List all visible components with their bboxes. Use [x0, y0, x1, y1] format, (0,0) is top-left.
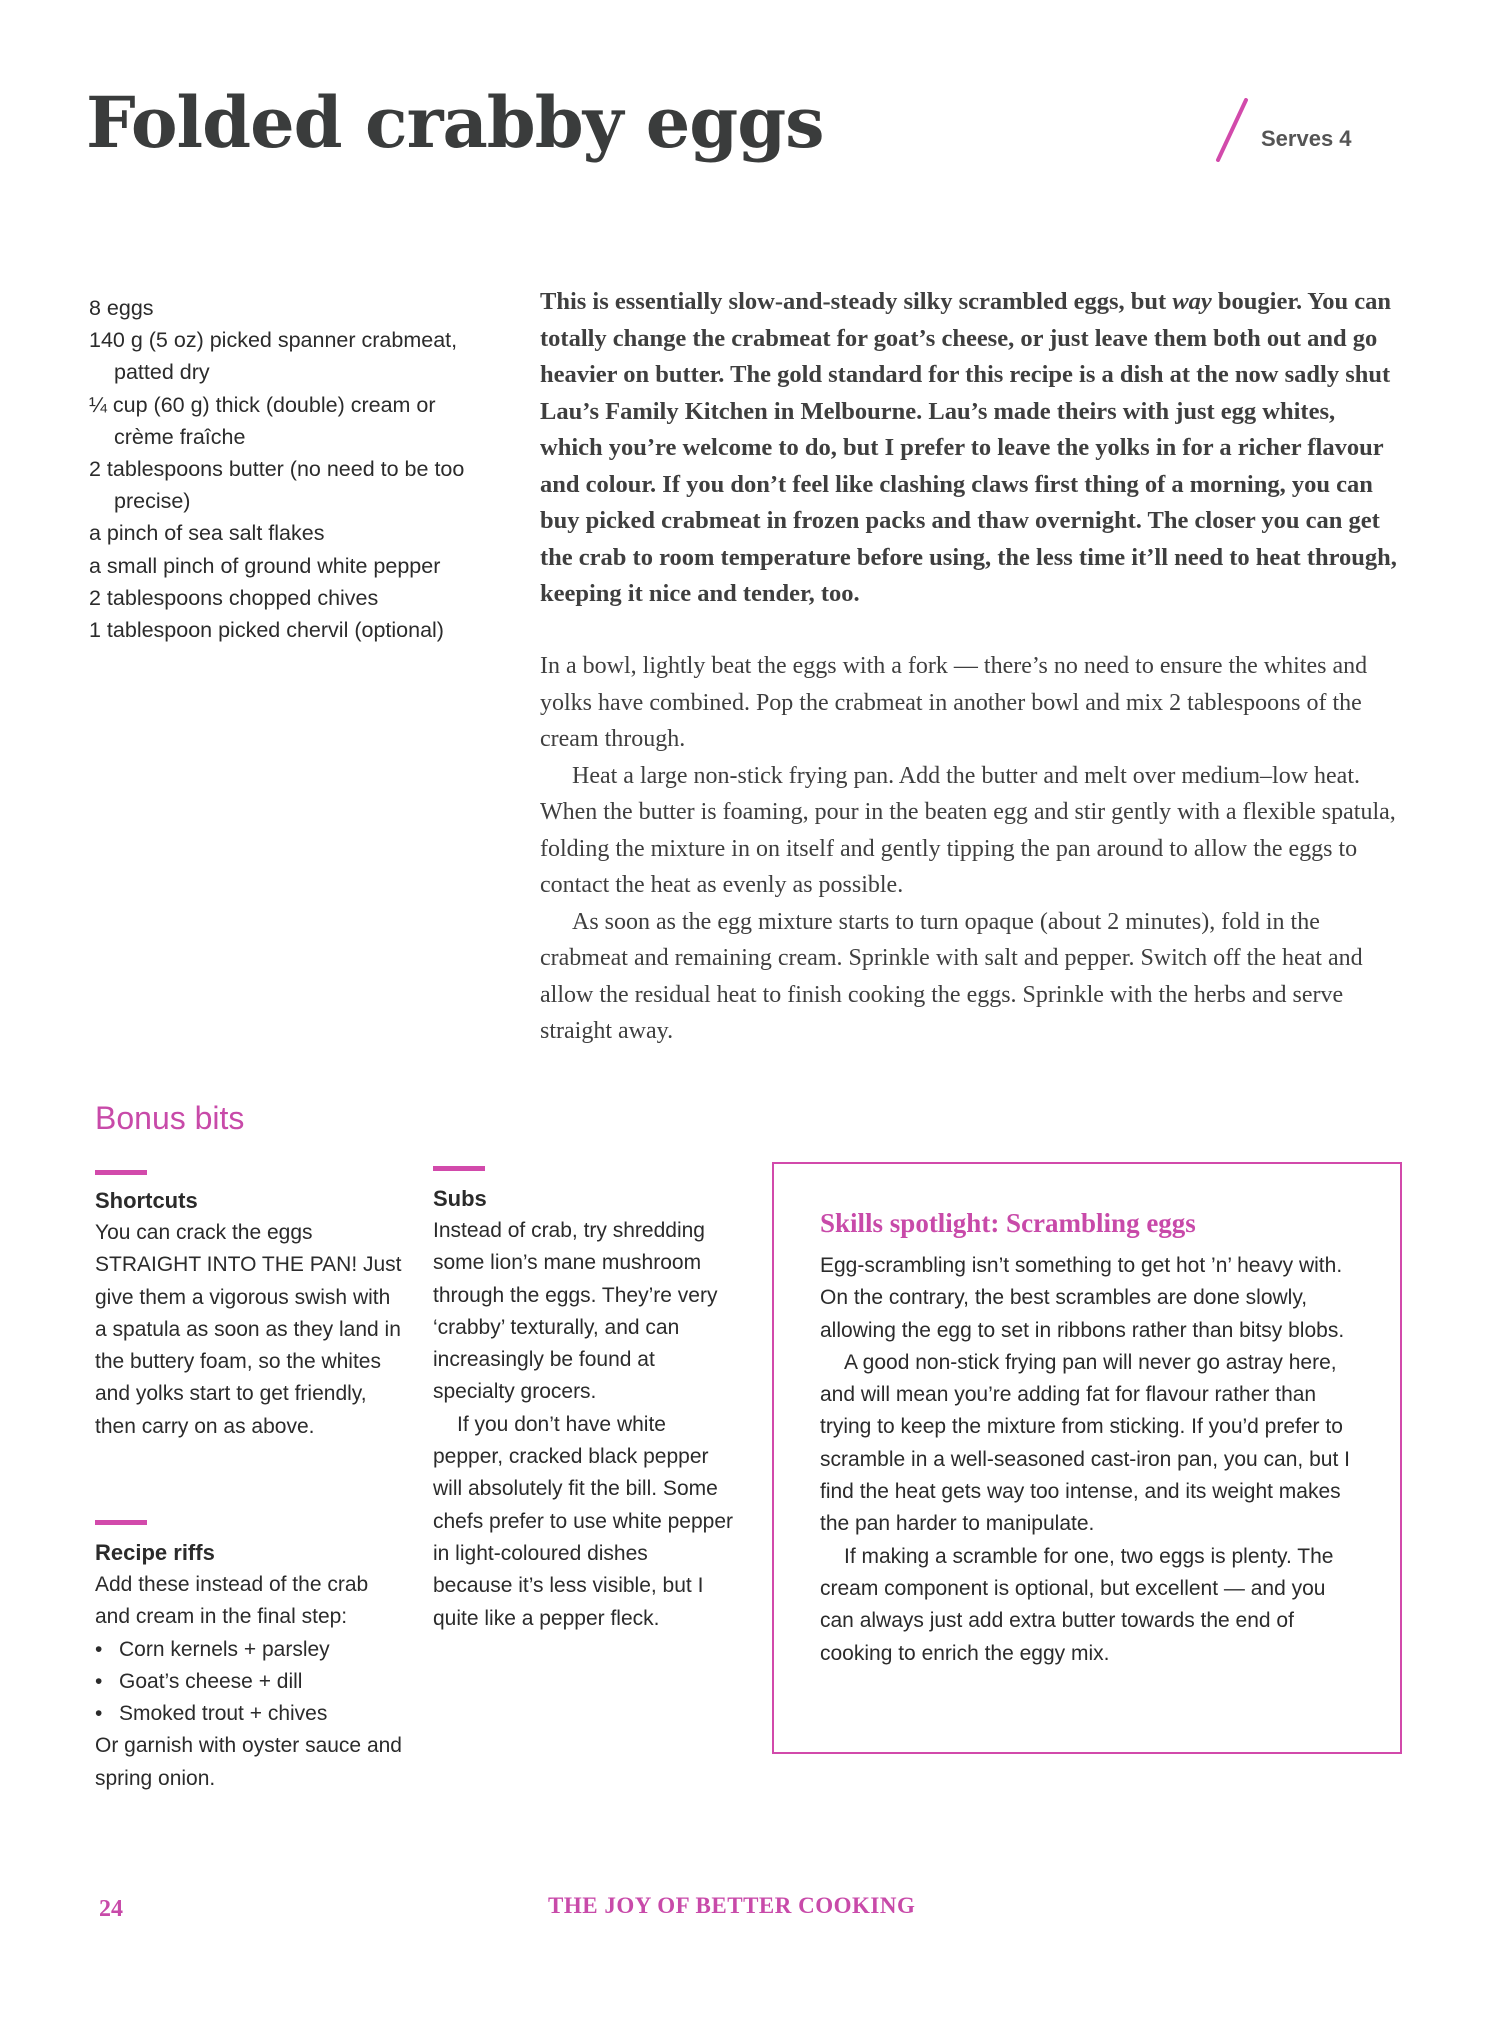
method-step: As soon as the egg mixture starts to turn opaque (about 2 minutes), fold in the crabmeat and remaining cream. Sprinkle with salt and pepper. Switch off the heat and allow the residual heat to finish cooking the eggs. Sprinkle with the herbs and serve straight away.: [540, 908, 1363, 1044]
bonus-bits-heading: Bonus bits: [95, 1100, 245, 1136]
method-step: In a bowl, lightly beat the eggs with a fork — there’s no need to ensure the whites and yolks have combined. Pop the crabmeat in another bowl and mix 2 tablespoons of the cream through.: [540, 653, 1368, 752]
ingredient-item: 8 eggs: [89, 296, 154, 320]
recipe-riffs-section: [95, 1537, 405, 1795]
method-step: Heat a large non-stick frying pan. Add the butter and melt over medium–low heat. When the butter is foaming, pour in the beaten egg and stir gently with a flexible spatula, folding the mixture in on itself and gently tipping the pan around to allow the eggs to contact the heat as evenly as possible.: [540, 762, 1396, 898]
ingredient-item: a small pinch of ground white pepper: [89, 553, 441, 578]
subs-paragraph: If you don’t have white pepper, cracked black pepper will absolutely fit the bill. Some chefs prefer to use white pepper in light-coloured dishes because it’s less visible, but I quite like a pepper fleck.: [433, 1412, 734, 1630]
recipe-riffs-list: [95, 1634, 405, 1731]
ingredient-item: 140 g (5 oz) picked spanner crabmeat, patted dry: [89, 328, 458, 385]
skills-spotlight-title: Skills spotlight: Scrambling eggs: [820, 1208, 1196, 1238]
subs-heading: Subs: [433, 1186, 487, 1211]
skills-spotlight-text: [820, 1250, 1360, 1670]
book-title-footer: THE JOY OF BETTER COOKING: [548, 1893, 916, 1918]
recipe-title: Folded crabby eggs: [86, 81, 824, 164]
shortcuts-text: You can crack the eggs STRAIGHT INTO THE PAN! Just give them a vigorous swish with a spatula as soon as they land in the buttery foam, so the whites and yolks start to get friendly, then carry on as above.: [95, 1221, 402, 1438]
intro-text-end: bougier. You can totally change the crabmeat for goat’s cheese, or just leave them both out and go heavier on butter. The gold standard for this recipe is a dish at the now sadly shut Lau’s Family Kitchen in Melbourne. Lau’s made theirs with just egg whites, which you’re welcome to do, but I prefer to leave the yolks in for a richer flavour and colour. If you don’t feel like clashing claws first thing of a morning, you can buy picked crabmeat in frozen packs and thaw overnight. The closer you can get the crab to room temperature before using, the less time it’ll need to heat through, keeping it nice and tender, too.: [540, 288, 1397, 607]
subs-paragraph: Instead of crab, try shredding some lion’s mane mushroom through the eggs. They’re very ‘crabby’ texturally, and can increasingly be found at specialty grocers.: [433, 1219, 718, 1404]
recipe-riffs-outro: Or garnish with oyster sauce and spring onion.: [95, 1734, 402, 1790]
section-dash: [433, 1166, 485, 1171]
list-item: • Corn kernels + parsley: [95, 1634, 405, 1666]
recipe-riffs-heading: Recipe riffs: [95, 1540, 215, 1565]
ingredients-list: [89, 292, 489, 646]
pink-slash-divider-icon: [1212, 98, 1252, 162]
spotlight-paragraph: If making a scramble for one, two eggs is plenty. The cream component is optional, but excellent — and you can always just add extra butter towards the end of cooking to enrich the eggy mix.: [820, 1544, 1334, 1665]
ingredient-item: a pinch of sea salt flakes: [89, 521, 325, 546]
ingredient-item: 1 tablespoon picked chervil (optional): [89, 618, 444, 643]
intro-text-start: This is essentially slow-and-steady silky scrambled eggs, but: [540, 288, 1173, 315]
recipe-riffs-intro: Add these instead of the crab and cream in the final step:: [95, 1573, 369, 1629]
ingredient-item: 2 tablespoons chopped chives: [89, 585, 379, 610]
ingredient-item: ¼ cup (60 g) thick (double) cream or crème fraîche: [89, 392, 436, 449]
ingredient-item: 2 tablespoons butter (no need to be too precise): [89, 457, 465, 514]
list-item: • Smoked trout + chives: [95, 1698, 405, 1730]
shortcuts-section: [95, 1185, 405, 1443]
section-dash: [95, 1520, 147, 1525]
spotlight-paragraph: A good non-stick frying pan will never go astray here, and will mean you’re adding fat for flavour rather than trying to keep the mixture from sticking. If you’d prefer to scramble in a well-seasoned cast-iron pan, you can, but I find the heat gets way too intense, and its weight makes the pan harder to manipulate.: [820, 1350, 1350, 1536]
spotlight-paragraph: Egg-scrambling isn’t something to get hot ’n’ heavy with. On the contrary, the best scrambles are done slowly, allowing the egg to set in ribbons rather than bitsy blobs.: [820, 1254, 1345, 1342]
recipe-intro: [540, 284, 1400, 613]
page-number: 24: [99, 1896, 123, 1922]
list-item: • Goat’s cheese + dill: [95, 1666, 405, 1698]
intro-emphasis: way: [1172, 288, 1212, 315]
shortcuts-heading: Shortcuts: [95, 1188, 198, 1213]
serves-label: Serves 4: [1261, 126, 1352, 151]
section-dash: [95, 1170, 147, 1175]
subs-section: [433, 1183, 733, 1635]
method-steps: [540, 648, 1400, 1050]
